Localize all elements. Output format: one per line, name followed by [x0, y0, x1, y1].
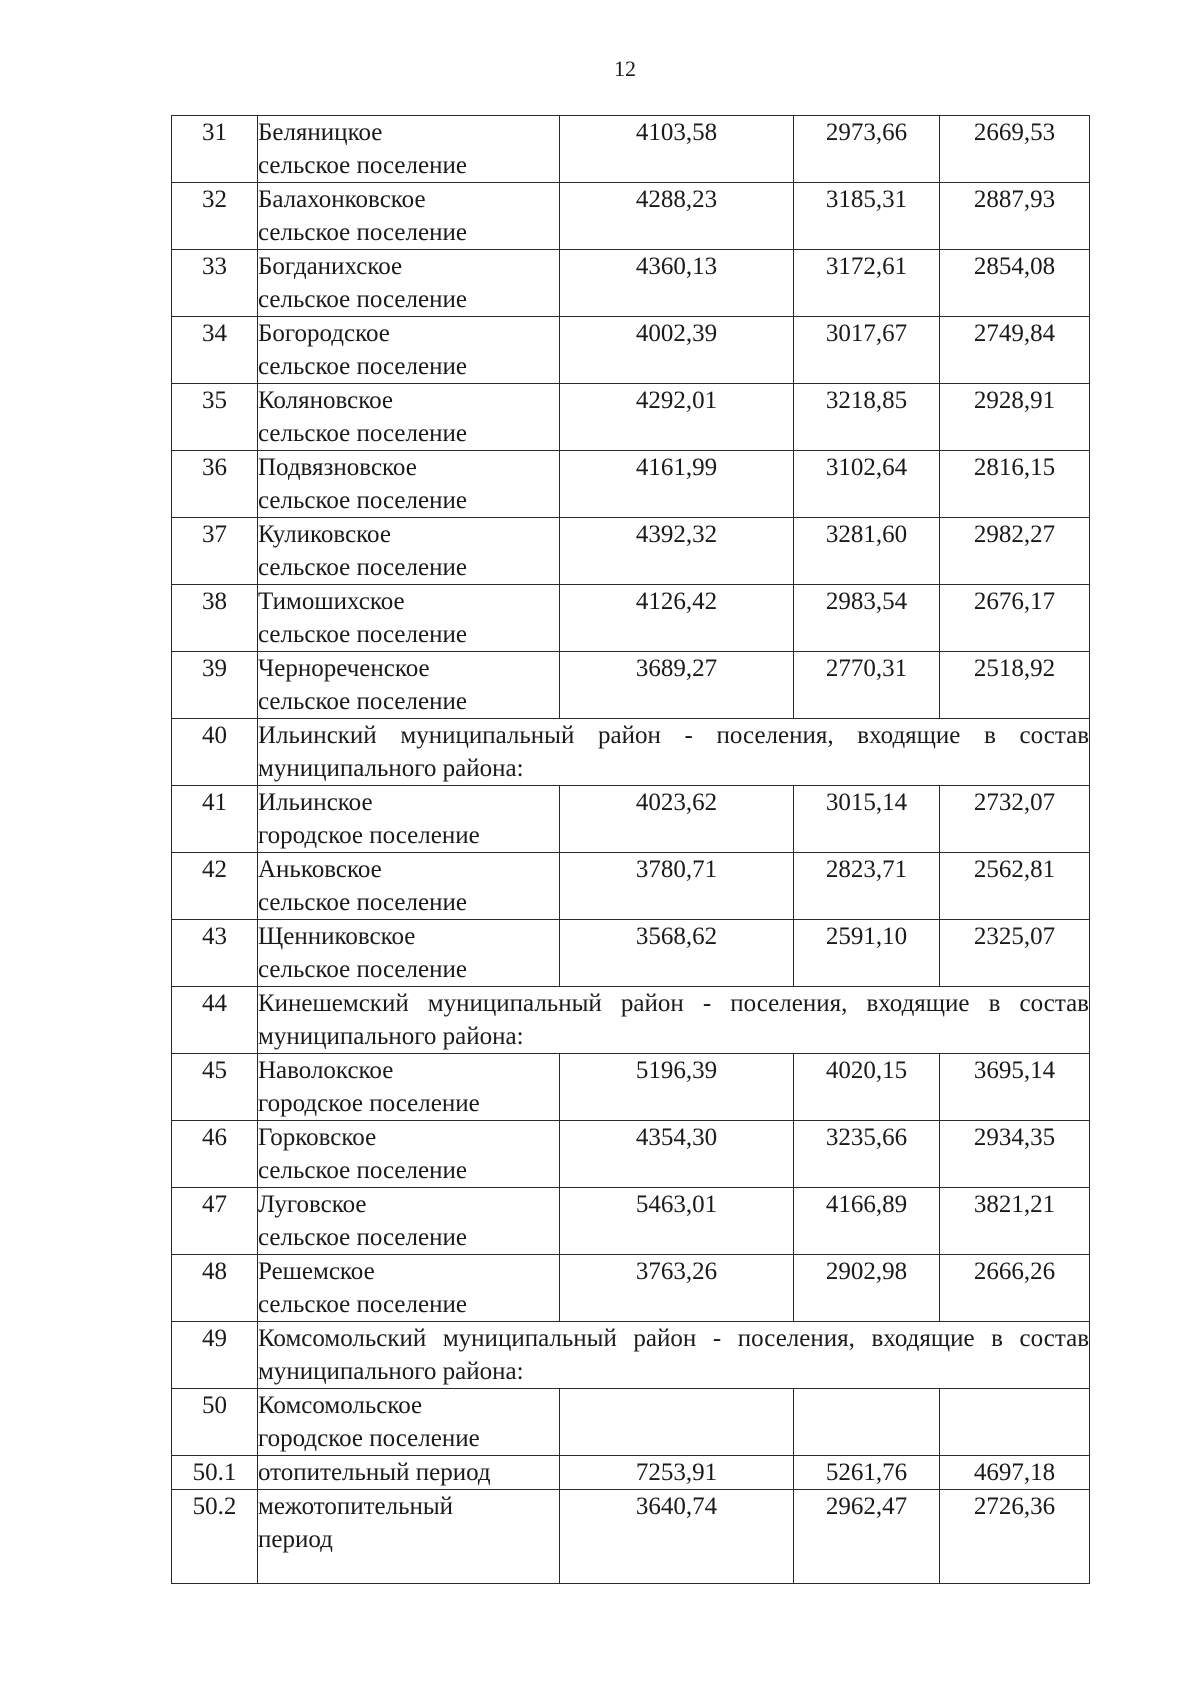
settlement-name-line: Чернореченское: [258, 655, 430, 682]
row-number: 41: [172, 786, 258, 853]
value-text: 3102,64: [825, 454, 908, 481]
value-cell-2: [794, 1188, 940, 1255]
row-number: 47: [172, 1188, 258, 1255]
settlement-name-line: сельское поселение: [258, 956, 467, 983]
settlement-name-line: городское поселение: [258, 1090, 480, 1117]
value-text: 2770,31: [825, 655, 908, 682]
settlement-name: [258, 920, 560, 987]
settlement-name: [258, 786, 560, 853]
value-text: 3763,26: [635, 1258, 718, 1285]
value-cell-2: [794, 1456, 940, 1490]
settlement-name: [258, 1490, 560, 1584]
value-text: 4126,42: [635, 588, 718, 615]
value-cell-3: [940, 1255, 1090, 1322]
row-number: 42: [172, 853, 258, 920]
value-cell-3: [940, 1054, 1090, 1121]
value-cell-2: [794, 116, 940, 183]
value-cell-2: [794, 652, 940, 719]
value-text: 4166,89: [825, 1191, 908, 1218]
value-text: 2726,36: [973, 1493, 1056, 1520]
table-row: [172, 317, 1090, 384]
tariff-table: [171, 115, 1090, 1584]
row-number: 48: [172, 1255, 258, 1322]
value-text: 2669,53: [973, 119, 1056, 146]
settlement-name: [258, 116, 560, 183]
settlement-name: [258, 317, 560, 384]
value-cell-2: [794, 786, 940, 853]
value-cell-1: [560, 518, 794, 585]
table-row: [172, 1054, 1090, 1121]
value-text: 4161,99: [635, 454, 718, 481]
value-text: 4020,15: [825, 1057, 908, 1084]
row-number: 49: [172, 1322, 258, 1389]
table-row: [172, 853, 1090, 920]
settlement-name-line: сельское поселение: [258, 554, 467, 581]
settlement-name-line: сельское поселение: [258, 286, 467, 313]
value-text: 2962,47: [825, 1493, 908, 1520]
value-text: 3780,71: [635, 856, 718, 883]
table-row: [172, 585, 1090, 652]
value-cell-3: [940, 1456, 1090, 1490]
value-cell-2: [794, 920, 940, 987]
value-cell-1: [560, 853, 794, 920]
settlement-name-line: отопительный период: [258, 1459, 491, 1486]
value-cell-1: [560, 116, 794, 183]
settlement-name-line: сельское поселение: [258, 420, 467, 447]
value-cell-3: [940, 250, 1090, 317]
value-cell-1: [560, 384, 794, 451]
value-cell-3: [940, 317, 1090, 384]
row-number: 32: [172, 183, 258, 250]
settlement-name-line: Коляновское: [258, 387, 393, 414]
value-text: 2749,84: [973, 320, 1056, 347]
value-text: 3185,31: [825, 186, 908, 213]
value-cell-2: [794, 1389, 940, 1456]
table-row: [172, 786, 1090, 853]
value-text: 2934,35: [973, 1124, 1056, 1151]
value-cell-3: [940, 1188, 1090, 1255]
district-heading: Кинешемский муниципальный район - поселения, входящие в состав муниципального района:: [258, 987, 1090, 1054]
value-cell-2: [794, 518, 940, 585]
value-cell-3: [940, 853, 1090, 920]
settlement-name-line: период: [258, 1526, 333, 1553]
table-section-row: [172, 987, 1090, 1054]
table-row: [172, 384, 1090, 451]
value-cell-1: [560, 1389, 794, 1456]
value-cell-1: [560, 786, 794, 853]
row-number: 37: [172, 518, 258, 585]
value-cell-1: [560, 451, 794, 518]
value-cell-2: [794, 1255, 940, 1322]
value-cell-2: [794, 317, 940, 384]
settlement-name: [258, 451, 560, 518]
settlement-name-line: Комсомольское: [258, 1392, 423, 1419]
settlement-name: [258, 183, 560, 250]
settlement-name-line: сельское поселение: [258, 152, 467, 179]
value-text: 2983,54: [825, 588, 908, 615]
settlement-name-line: Тимошихское: [258, 588, 405, 615]
value-text: 2928,91: [973, 387, 1056, 414]
value-cell-1: [560, 1054, 794, 1121]
value-cell-2: [794, 183, 940, 250]
value-cell-1: [560, 317, 794, 384]
value-cell-1: [560, 1490, 794, 1584]
value-cell-3: [940, 652, 1090, 719]
table-section-row: [172, 719, 1090, 786]
settlement-name-line: Наволокское: [258, 1057, 394, 1084]
settlement-name: [258, 518, 560, 585]
table-row: [172, 451, 1090, 518]
table-row: [172, 116, 1090, 183]
settlement-name-line: сельское поселение: [258, 621, 467, 648]
settlement-name-line: Балахонковское: [258, 186, 426, 213]
value-cell-1: [560, 250, 794, 317]
settlement-name-line: Богородское: [258, 320, 390, 347]
district-heading: Комсомольский муниципальный район - поселения, входящие в состав муниципального района:: [258, 1322, 1090, 1389]
value-cell-3: [940, 1490, 1090, 1584]
row-number: 43: [172, 920, 258, 987]
table-row: [172, 1389, 1090, 1456]
value-text: 7253,91: [635, 1459, 718, 1486]
value-text: 2562,81: [973, 856, 1056, 883]
value-cell-3: [940, 920, 1090, 987]
settlement-name-line: Горковское: [258, 1124, 377, 1151]
settlement-name: [258, 853, 560, 920]
settlement-name: [258, 1054, 560, 1121]
table-row: [172, 652, 1090, 719]
value-text: 2591,10: [825, 923, 908, 950]
value-text: 4103,58: [635, 119, 718, 146]
settlement-name-line: Богданихское: [258, 253, 403, 280]
table-section-row: [172, 1322, 1090, 1389]
settlement-name-line: Решемское: [258, 1258, 375, 1285]
value-cell-2: [794, 1054, 940, 1121]
value-cell-1: [560, 1456, 794, 1490]
settlement-name: [258, 1389, 560, 1456]
value-cell-3: [940, 183, 1090, 250]
value-text: 3821,21: [973, 1191, 1056, 1218]
settlement-name-line: Луговское: [258, 1191, 367, 1218]
value-cell-3: [940, 451, 1090, 518]
settlement-name-line: городское поселение: [258, 822, 480, 849]
value-cell-2: [794, 853, 940, 920]
value-cell-2: [794, 1490, 940, 1584]
value-text: 3218,85: [825, 387, 908, 414]
value-cell-3: [940, 116, 1090, 183]
value-text: 2823,71: [825, 856, 908, 883]
row-number: 45: [172, 1054, 258, 1121]
value-cell-1: [560, 1188, 794, 1255]
value-text: 4023,62: [635, 789, 718, 816]
value-cell-1: [560, 652, 794, 719]
settlement-name-line: сельское поселение: [258, 688, 467, 715]
settlement-name-line: сельское поселение: [258, 219, 467, 246]
value-text: 2887,93: [973, 186, 1056, 213]
row-number: 44: [172, 987, 258, 1054]
value-cell-2: [794, 250, 940, 317]
value-text: 4002,39: [635, 320, 718, 347]
value-cell-1: [560, 1255, 794, 1322]
value-text: 2325,07: [973, 923, 1056, 950]
settlement-name: [258, 1121, 560, 1188]
value-cell-3: [940, 786, 1090, 853]
settlement-name-line: сельское поселение: [258, 487, 467, 514]
settlement-name-line: Ильинское: [258, 789, 373, 816]
table-row: [172, 1255, 1090, 1322]
value-cell-1: [560, 920, 794, 987]
value-text: 3017,67: [825, 320, 908, 347]
value-cell-3: [940, 518, 1090, 585]
settlement-name-line: Беляницкое: [258, 119, 383, 146]
value-text: 4360,13: [635, 253, 718, 280]
value-text: 5261,76: [825, 1459, 908, 1486]
row-number: 40: [172, 719, 258, 786]
settlement-name-line: Куликовское: [258, 521, 391, 548]
table-row: [172, 518, 1090, 585]
value-text: 4354,30: [635, 1124, 718, 1151]
row-number: 33: [172, 250, 258, 317]
value-text: 2854,08: [973, 253, 1056, 280]
value-text: 2676,17: [973, 588, 1056, 615]
settlement-name-line: межотопительный: [258, 1493, 454, 1520]
row-number: 50.2: [172, 1490, 258, 1584]
value-text: 5196,39: [635, 1057, 718, 1084]
row-number: 38: [172, 585, 258, 652]
settlement-name: [258, 1255, 560, 1322]
value-cell-1: [560, 183, 794, 250]
table-row: [172, 1188, 1090, 1255]
row-number: 35: [172, 384, 258, 451]
value-cell-1: [560, 1121, 794, 1188]
value-text: 2732,07: [973, 789, 1056, 816]
value-cell-2: [794, 1121, 940, 1188]
value-cell-3: [940, 1121, 1090, 1188]
value-text: 3281,60: [825, 521, 908, 548]
settlement-name-line: сельское поселение: [258, 1291, 467, 1318]
value-cell-3: [940, 1389, 1090, 1456]
value-text: 4288,23: [635, 186, 718, 213]
value-text: 2666,26: [973, 1258, 1056, 1285]
value-text: 2518,92: [973, 655, 1056, 682]
value-text: 2816,15: [973, 454, 1056, 481]
table-row: [172, 250, 1090, 317]
table-row: [172, 1121, 1090, 1188]
value-cell-1: [560, 585, 794, 652]
settlement-name-line: Аньковское: [258, 856, 382, 883]
settlement-name: [258, 652, 560, 719]
row-number: 31: [172, 116, 258, 183]
table-row: [172, 920, 1090, 987]
value-cell-2: [794, 384, 940, 451]
value-text: 3015,14: [825, 789, 908, 816]
settlement-name: [258, 1188, 560, 1255]
value-text: 5463,01: [635, 1191, 718, 1218]
table-row: [172, 183, 1090, 250]
settlement-name-line: Щенниковское: [258, 923, 416, 950]
value-cell-2: [794, 585, 940, 652]
row-number: 39: [172, 652, 258, 719]
value-text: 2973,66: [825, 119, 908, 146]
value-text: 2902,98: [825, 1258, 908, 1285]
row-number: 50.1: [172, 1456, 258, 1490]
settlement-name-line: сельское поселение: [258, 353, 467, 380]
settlement-name: [258, 384, 560, 451]
value-cell-3: [940, 384, 1090, 451]
value-text: 4697,18: [973, 1459, 1056, 1486]
settlement-name-line: Подвязновское: [258, 454, 417, 481]
row-number: 36: [172, 451, 258, 518]
value-cell-2: [794, 451, 940, 518]
table-row: [172, 1456, 1090, 1490]
settlement-name: [258, 585, 560, 652]
settlement-name: [258, 1456, 560, 1490]
row-number: 50: [172, 1389, 258, 1456]
page-number: 12: [614, 56, 636, 81]
settlement-name: [258, 250, 560, 317]
row-number: 34: [172, 317, 258, 384]
value-text: 2982,27: [973, 521, 1056, 548]
settlement-name-line: сельское поселение: [258, 1224, 467, 1251]
row-number: 46: [172, 1121, 258, 1188]
value-text: 3235,66: [825, 1124, 908, 1151]
settlement-name-line: сельское поселение: [258, 1157, 467, 1184]
settlement-name-line: городское поселение: [258, 1425, 480, 1452]
value-text: 3640,74: [635, 1493, 718, 1520]
value-text: 4392,32: [635, 521, 718, 548]
value-text: 3172,61: [825, 253, 908, 280]
table-row: [172, 1490, 1090, 1584]
value-text: 3695,14: [973, 1057, 1056, 1084]
value-cell-3: [940, 585, 1090, 652]
district-heading: Ильинский муниципальный район - поселения, входящие в состав муниципального района:: [258, 719, 1090, 786]
value-text: 3568,62: [635, 923, 718, 950]
settlement-name-line: сельское поселение: [258, 889, 467, 916]
value-text: 4292,01: [635, 387, 718, 414]
value-text: 3689,27: [635, 655, 718, 682]
